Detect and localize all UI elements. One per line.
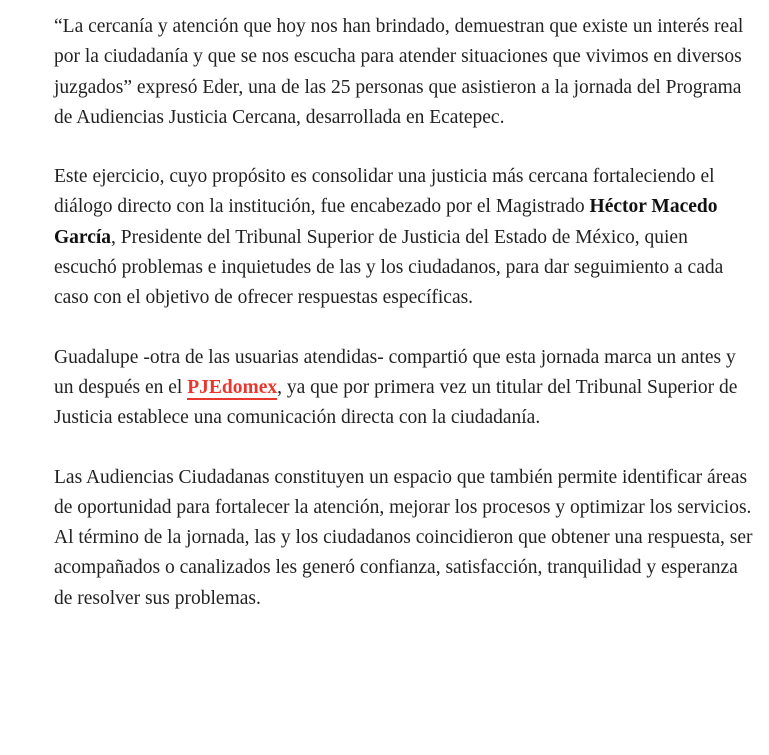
paragraph-magistrado bbox=[54, 162, 754, 313]
paragraph-audiencias: Las Audiencias Ciudadanas constituyen un espacio que también permite identificar áreas de oportunidad para fortalecer la atención, mejorar los procesos y optimizar los servicios. Al término de la jornada, las y los ciudadanos coincidieron que obtener una respuesta, ser acompañados o canalizados les generó confianza, satisfacción, tranquilidad y esperanza de resolver sus problemas. bbox=[54, 466, 753, 609]
paragraph-text: Este ejercicio, cuyo propósito es consolidar una justicia más cercana fortaleciendo el diálogo directo con la institución, fue encabezado por el Magistrado bbox=[54, 166, 715, 218]
paragraph-text: , ya que por primera vez un titular del Tribunal Superior de Justicia establece una comunicación directa con la ciudadanía. bbox=[54, 376, 738, 429]
magistrado-name: Héctor Macedo García bbox=[54, 196, 718, 248]
paragraph-guadalupe bbox=[54, 343, 754, 434]
pjedomex-link[interactable]: PJEdomex bbox=[187, 376, 278, 398]
paragraph-text: , Presidente del Tribunal Superior de Justicia del Estado de México, quien escuchó problemas e inquietudes de las y los ciudadanos, para dar seguimiento a cada caso con el objetivo de ofrecer respuestas específicas. bbox=[54, 226, 724, 309]
paragraph-quote-eder: “La cercanía y atención que hoy nos han brindado, demuestran que existe un interés real por la ciudadanía y que se nos escucha para atender situaciones que vivimos en diversos juzgados” expresó Eder, una de las 25 personas que asistieron a la jornada del Programa de Audiencias Justicia Cercana, desarrollada en Ecatepec. bbox=[54, 16, 744, 128]
article-body bbox=[54, 12, 754, 643]
paragraph-text: Guadalupe -otra de las usuarias atendidas- compartió que esta jornada marca un antes y un después en el bbox=[54, 346, 736, 398]
